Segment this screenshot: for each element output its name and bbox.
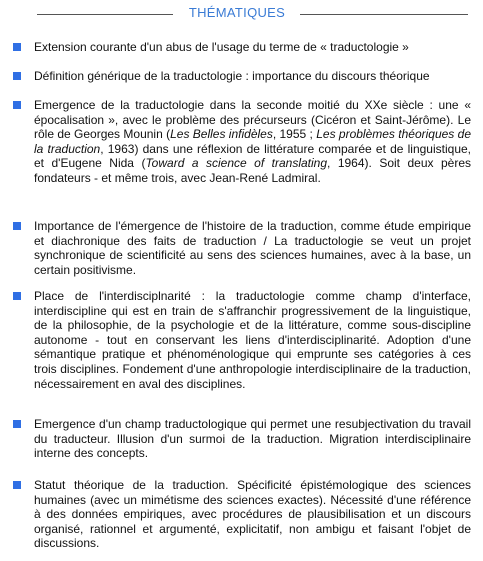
book-title: Les Belles infidèles	[170, 127, 273, 142]
square-bullet-icon	[13, 72, 21, 80]
square-bullet-icon	[13, 292, 21, 300]
square-bullet-icon	[13, 222, 21, 230]
list-item-text: Statut théorique de la traduction. Spécificité épistémologique des sciences humaines (avec un mimétisme des sciences exactes). Nécessité d'une référence à des données empiriques, avec procédures de plausibilisation et un discours organisé, rationnel et argumenté, explicitatif, non ambigu et faisant l'objet de discussions.	[34, 478, 471, 551]
header-rule-left	[37, 14, 173, 15]
square-bullet-icon	[13, 420, 21, 428]
section-title: THÉMATIQUES	[188, 5, 286, 20]
header-rule-right	[300, 14, 468, 15]
list-item-text: Emergence d'un champ traductologique qui permet une resubjectivation du travail du traducteur. Illusion d'un surmoi de la traduction. Migration interdisciplinaire interne des concepts.	[34, 417, 471, 461]
square-bullet-icon	[13, 101, 21, 109]
square-bullet-icon	[13, 43, 21, 51]
list-item-text: Extension courante d'un abus de l'usage du terme de « traductologie »	[34, 40, 409, 54]
list-item-text: Emergence de la traductologie dans la seconde moitié du XXe siècle : une « épocalisation », avec le problème des précurseurs (Cicéron et Saint-Jérôme). Le rôle de Georges Mounin (Les Belles infidèles, 1955 ; Les problèmes théoriques de la traduction, 1963) dans une réflexion de littérature comparée et de linguistique, et d'Eugene Nida (Toward a science of translating, 1964). Soit deux pères fondateurs - et même trois, avec Jean-René Ladmiral.	[34, 98, 471, 185]
section-header	[0, 4, 483, 24]
square-bullet-icon	[13, 481, 21, 489]
list-item-text: Définition générique de la traductologie : importance du discours théorique	[34, 69, 430, 83]
list-item-text: Importance de l'émergence de l'histoire de la traduction, comme étude empirique et diachronique des faits de traduction / La traductologie se veut un projet synchronique de scientificité au sens des sciences humaines, avec à la base, un certain positivisme.	[34, 219, 471, 277]
list-item-text: Place de l'interdisciplnarité : la traductologie comme champ d'interface, interdiscipline qui est en train de s'affranchir progressivement de la linguistique, de la philosophie, de la psychologie et de la littérature, comme sous-discipline autonome - tout en conservant les liens d'interdisciplinarité. Adoption d'une sémantique pratique et phénoménologique qui emprunte ses catégories à ces trois disciplines. Fondement d'une anthropologie interdisciplinaire de la traduction, nécessairement en aval des disciplines.	[34, 289, 471, 391]
book-title: Les problèmes théoriques de la traduction	[34, 127, 471, 156]
book-title: Toward a science of translating	[145, 156, 328, 171]
